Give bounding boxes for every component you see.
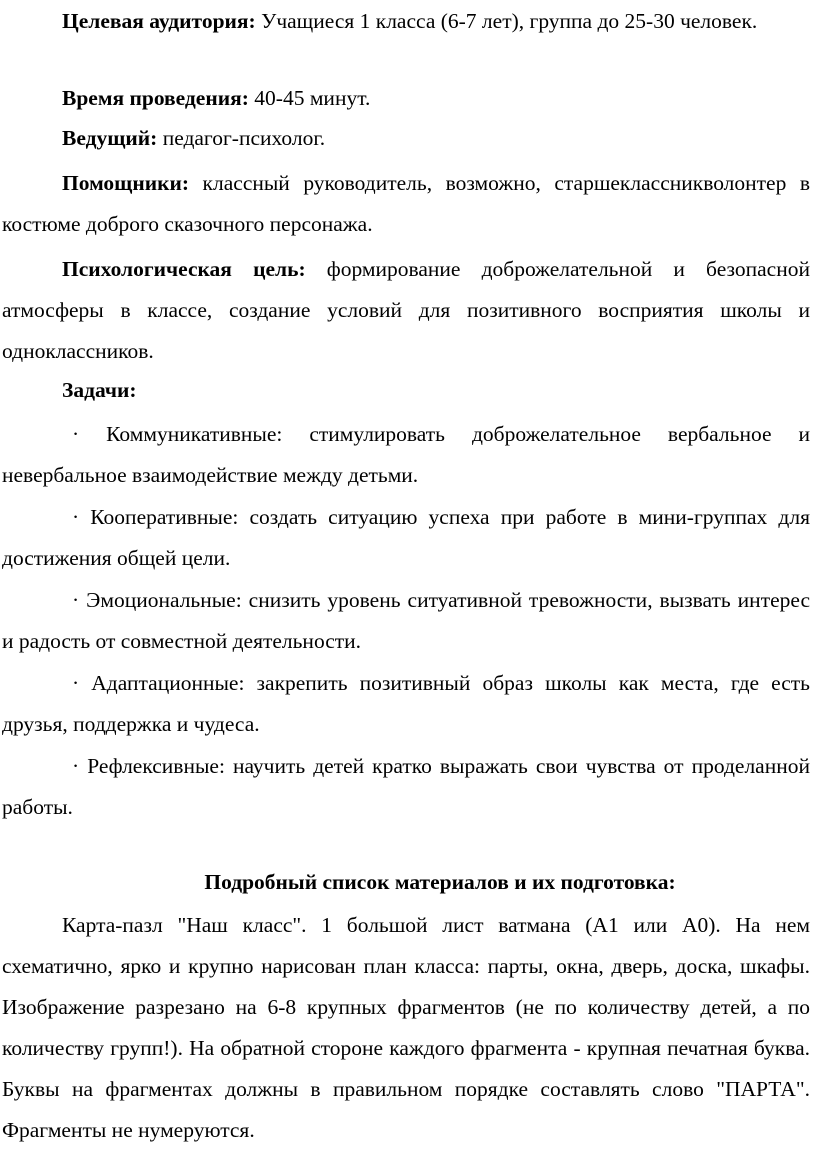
materials-paragraph: Карта-пазл "Наш класс". 1 большой лист ватмана (А1 или А0). На нем схематично, ярко и крупно нарисован план класса: парты, окна, дверь, доска, шкафы. Изображение разрезано на 6-8 крупных фрагментов (не по количеству детей, а по количеству групп!). На обратной стороне каждого фрагмента - крупная печатная буква. Буквы на фрагментах должны в правильном порядке составлять слово "ПАРТА". Фрагменты не нумеруются. bbox=[2, 913, 810, 1142]
task-item-emotional: · Эмоциональные: снизить уровень ситуативной тревожности, вызвать интерес и радость от совместной деятельности. bbox=[2, 588, 810, 653]
audience-label: Целевая аудитория: bbox=[62, 9, 256, 33]
goal-paragraph bbox=[2, 249, 810, 372]
helpers-paragraph bbox=[2, 163, 810, 245]
host-text: педагог-психолог. bbox=[157, 126, 326, 150]
duration-text: 40-45 минут. bbox=[248, 86, 371, 110]
tasks-heading: Задачи: bbox=[62, 378, 137, 402]
duration-label: Время проведения: bbox=[62, 86, 249, 110]
task-item-reflexive: · Рефлексивные: научить детей кратко выражать свои чувства от проделанной работы. bbox=[2, 754, 810, 819]
goal-label: Психологическая цель: bbox=[62, 257, 306, 281]
audience-paragraph bbox=[2, 1, 810, 42]
goal-text: формирование доброжелательной и безопасной атмосферы в классе, создание условий для позитивного восприятия школы и одноклассников. bbox=[2, 257, 810, 363]
task-item-communicative: · Коммуникативные: стимулировать доброжелательное вербальное и невербальное взаимодействие между детьми. bbox=[2, 422, 810, 487]
materials-heading: Подробный список материалов и их подготовка: bbox=[204, 870, 676, 894]
host-paragraph bbox=[2, 118, 810, 159]
duration-paragraph bbox=[2, 78, 810, 119]
host-label: Ведущий: bbox=[62, 126, 158, 150]
helpers-text: классный руководитель, возможно, старшеклассникволонтер в костюме доброго сказочного персонажа. bbox=[2, 171, 810, 236]
task-item-adaptation: · Адаптационные: закрепить позитивный образ школы как места, где есть друзья, поддержка и чудеса. bbox=[2, 671, 810, 736]
task-item-cooperative: · Кооперативные: создать ситуацию успеха при работе в мини-группах для достижения общей цели. bbox=[2, 505, 810, 570]
audience-text: Учащиеся 1 класса (6-7 лет), группа до 25-30 человек. bbox=[255, 9, 758, 33]
helpers-label: Помощники: bbox=[62, 171, 190, 195]
